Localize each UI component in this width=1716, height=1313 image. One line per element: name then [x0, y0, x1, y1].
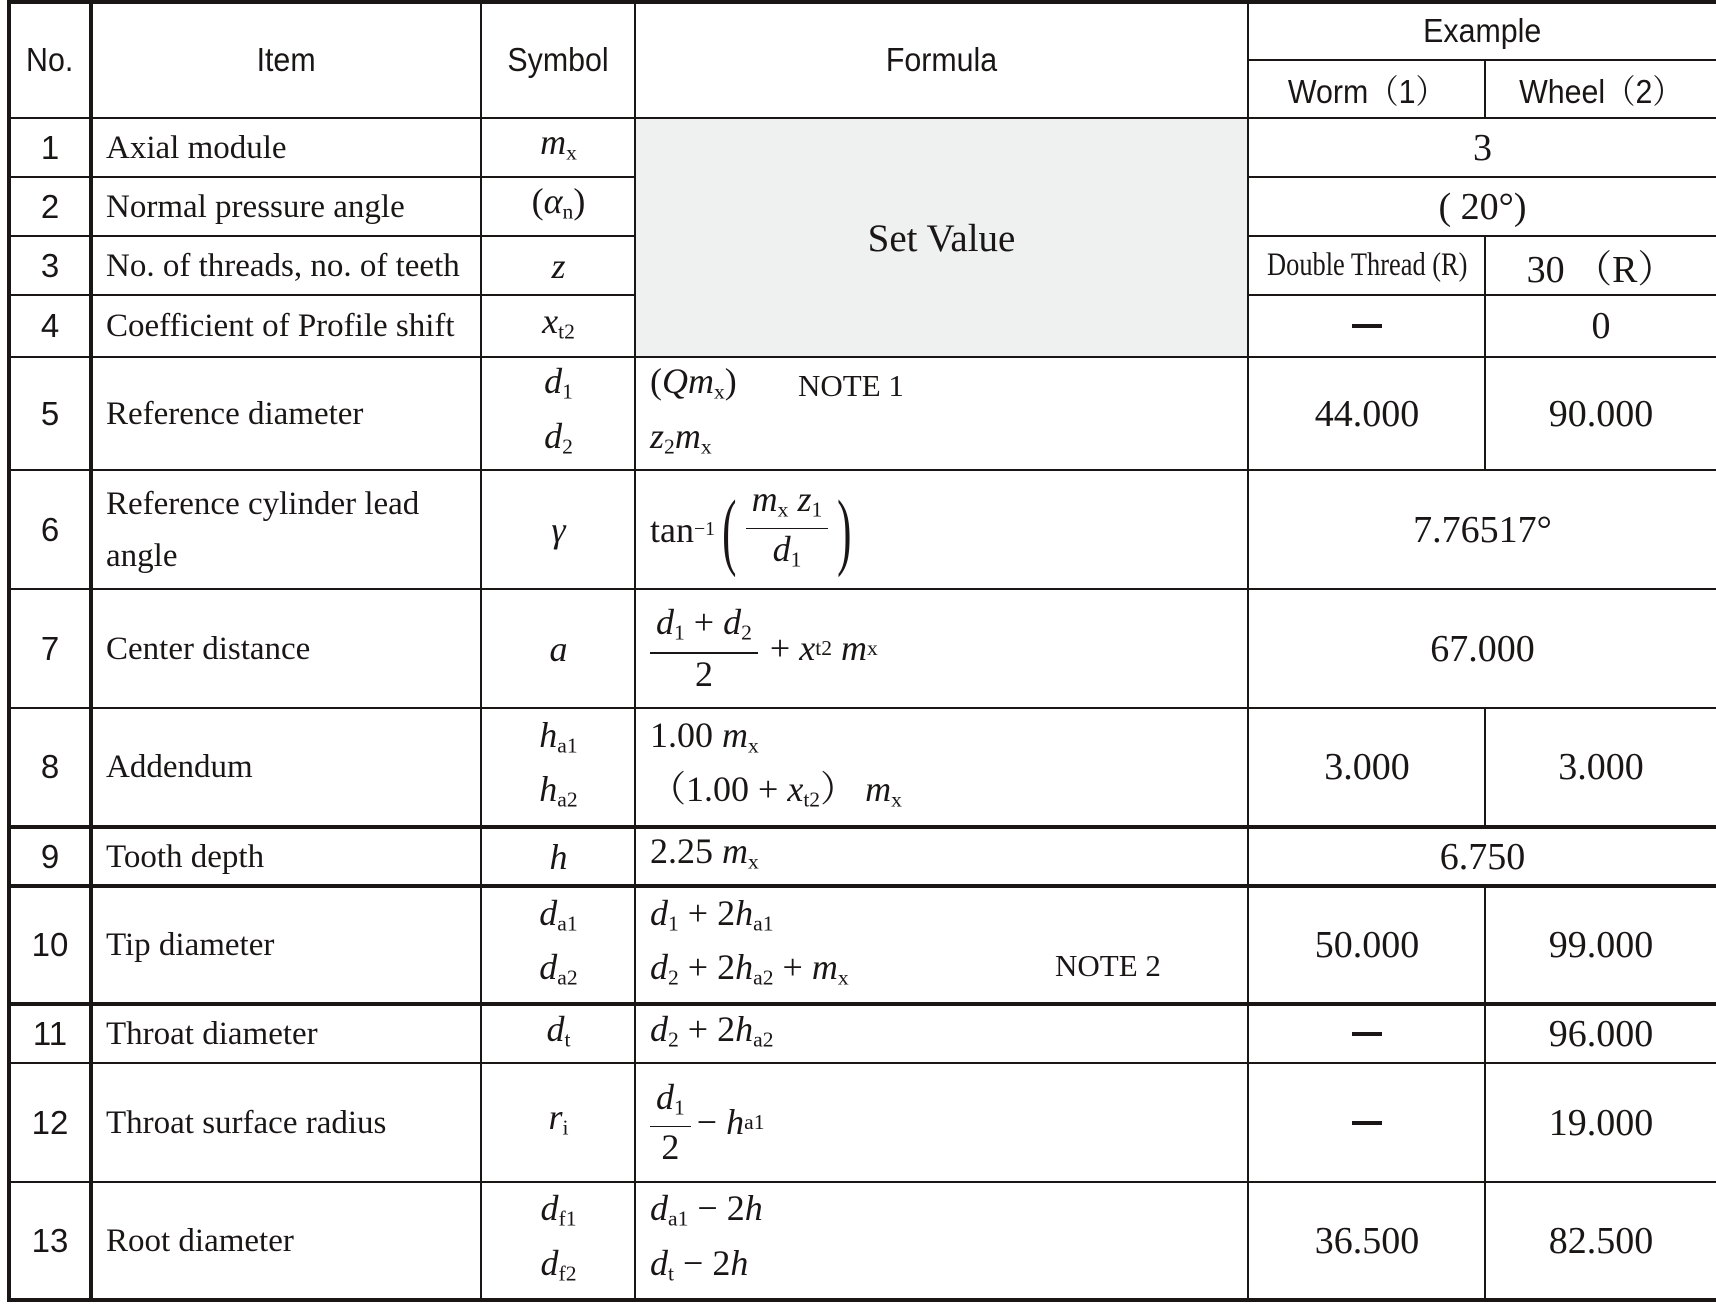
worm-cell: [1249, 357, 1485, 470]
header-wheel-label: Wheel（2）: [1518, 72, 1683, 110]
wheel-value: 99.000: [1548, 924, 1654, 966]
item-cell: [92, 1005, 480, 1063]
item-cell: [92, 887, 480, 1003]
symbol-cell: [482, 1063, 635, 1182]
item-label: No. of threads, no. of teeth: [106, 247, 460, 284]
worm-cell: [1249, 236, 1485, 295]
symbol: $h_{a2}$: [539, 769, 578, 812]
formula-cell: [650, 887, 1247, 1003]
set-value-cell: [636, 119, 1247, 357]
header-item: [91, 2, 481, 118]
row-no-label: 12: [31, 1103, 69, 1141]
row-no-label: 5: [40, 394, 60, 432]
row-no-label: 9: [40, 837, 60, 875]
row-no: [9, 1005, 91, 1063]
formula: tan −1 ( $\frac{m_x z_1}{d_1}$ ): [650, 478, 852, 578]
worm-cell: [1249, 1005, 1485, 1063]
header-example: [1248, 2, 1716, 59]
row-no: [9, 828, 91, 885]
row-no-label: 3: [40, 246, 60, 284]
symbol: $x_{t2}$: [542, 300, 575, 344]
symbol-cell: [482, 1005, 635, 1063]
symbol: h: [549, 836, 568, 877]
example-value: 6.750: [1439, 835, 1526, 878]
item-label: Throat surface radius: [106, 1104, 387, 1141]
row-no-label: 11: [32, 1015, 68, 1052]
formula-line: $d_t - 2h$: [650, 1242, 749, 1285]
item-label: Reference diameter: [106, 395, 364, 432]
formula-line: $d_{a1} - 2h$: [650, 1188, 763, 1231]
row-no: [9, 470, 91, 589]
wheel-cell: [1486, 1005, 1716, 1063]
formula-cell: [650, 589, 1247, 708]
example-merged-cell: [1249, 589, 1716, 708]
symbol: $d_t$: [546, 1008, 571, 1052]
example-merged-cell: [1249, 118, 1716, 177]
worm-value: Double Thread (R): [1266, 247, 1468, 283]
header-no: [9, 2, 91, 118]
formula: $\frac{d_1 + d_2}{2}$ + x t2 m x: [650, 603, 878, 693]
symbol-cell: [482, 236, 635, 295]
wheel-value: 96.000: [1548, 1013, 1654, 1055]
example-value: 7.76517°: [1413, 508, 1552, 551]
row-no: [9, 1182, 91, 1299]
wheel-value: 90.000: [1548, 392, 1654, 435]
symbol-cell: [482, 589, 635, 708]
item-cell: [92, 236, 480, 295]
wheel-value: 82.500: [1548, 1219, 1654, 1262]
wheel-value: 0: [1591, 305, 1611, 347]
header-symbol: [481, 2, 635, 118]
worm-value: 36.500: [1314, 1219, 1420, 1262]
row-no: [9, 177, 91, 236]
formula-line: 2.25 $m_x$: [650, 831, 759, 874]
header-symbol-label: Symbol: [507, 41, 609, 78]
item-label-line: Reference cylinder lead: [106, 485, 420, 522]
worm-cell: [1249, 1182, 1485, 1299]
item-label: Axial module: [106, 129, 287, 166]
symbol: $r_i$: [548, 1097, 569, 1140]
item-cell: [92, 357, 480, 470]
formula-line: $d_2 + 2h_{a2} + m_x$: [650, 947, 849, 990]
example-merged-cell: [1249, 177, 1716, 236]
symbol: $h_{a1}$: [539, 714, 578, 757]
wheel-cell: [1486, 1063, 1716, 1182]
formula-line: $z_2m_x$: [650, 415, 712, 458]
item-label-line: angle: [106, 537, 178, 574]
item-cell: [92, 1182, 480, 1299]
example-merged-cell: [1249, 828, 1716, 885]
symbol-cell: [482, 708, 635, 826]
symbol: $d_{a1}$: [539, 892, 578, 935]
symbol: $(\alpha_n)$: [531, 181, 586, 224]
formula-line: 1.00 $m_x$: [650, 714, 759, 757]
item-cell: [92, 708, 480, 826]
symbol: $d_{f1}$: [540, 1188, 577, 1231]
dash-icon: [1352, 324, 1382, 328]
formula-cell: [650, 1005, 1247, 1063]
item-label: Coefficient of Profile shift: [106, 308, 455, 344]
header-worm: [1248, 60, 1485, 118]
row-no-label: 6: [40, 510, 60, 548]
wheel-cell: [1486, 1182, 1716, 1299]
worm-value: 44.000: [1314, 392, 1420, 435]
worm-value: 3.000: [1324, 746, 1410, 788]
row-no-label: 2: [40, 187, 60, 225]
header-formula: [635, 2, 1248, 118]
formula-cell: [650, 1182, 1247, 1299]
symbol: γ: [551, 509, 566, 550]
formula-cell: [650, 1063, 1247, 1182]
symbol-cell: [482, 887, 635, 1003]
header-wheel: [1485, 60, 1716, 118]
example-value: 3: [1473, 126, 1492, 169]
wheel-value: 19.000: [1548, 1101, 1654, 1144]
wheel-value: 3.000: [1558, 746, 1644, 788]
wheel-cell: [1486, 357, 1716, 470]
example-merged-cell: [1249, 470, 1716, 589]
symbol-cell: [482, 828, 635, 885]
item-cell: [92, 1063, 480, 1182]
formula-cell: [650, 357, 1247, 470]
item-cell: [92, 470, 480, 589]
item-label: Center distance: [106, 630, 311, 667]
row-no: [9, 295, 91, 357]
wheel-cell: [1486, 708, 1716, 826]
symbol: z: [551, 245, 566, 286]
wheel-value: 30 （R）: [1526, 249, 1676, 291]
row-no-label: 4: [40, 307, 60, 344]
row-no: [9, 357, 91, 470]
wheel-cell: [1486, 295, 1716, 357]
item-cell: [92, 118, 480, 177]
formula-cell: [650, 708, 1247, 826]
worm-cell: [1249, 1063, 1485, 1182]
row-no: [9, 236, 91, 295]
item-cell: [92, 828, 480, 885]
item-label: Addendum: [106, 749, 253, 785]
formula-line: $d_1 + 2h_{a1}$: [650, 892, 774, 935]
row-no: [9, 1063, 91, 1182]
note-2: NOTE 2: [1055, 948, 1161, 983]
symbol-cell: [482, 177, 635, 236]
header-no-label: No.: [26, 41, 74, 78]
symbol-cell: [482, 1182, 635, 1299]
symbol-cell: [482, 118, 635, 177]
item-label: Normal pressure angle: [106, 188, 405, 225]
worm-cell: [1249, 887, 1485, 1003]
row-no-label: 1: [40, 128, 60, 166]
symbol: $d_{a2}$: [539, 947, 578, 990]
example-value: 67.000: [1430, 627, 1535, 670]
wheel-cell: [1486, 887, 1716, 1003]
row-no-label: 10: [31, 926, 69, 963]
worm-cell: [1249, 295, 1485, 357]
header-item-label: Item: [256, 41, 316, 78]
item-cell: [92, 177, 480, 236]
row-no: [9, 589, 91, 708]
symbol-cell: [482, 470, 635, 589]
item-cell: [92, 589, 480, 708]
note-1: NOTE 1: [798, 368, 904, 403]
formula-line: $(1.00 + x_{t2})$ $m_x$: [650, 769, 902, 812]
formula-cell: [650, 470, 1247, 589]
row-no-label: 7: [40, 629, 60, 667]
formula-cell: [650, 828, 1247, 885]
item-label: Tip diameter: [106, 927, 275, 963]
item-cell: [92, 295, 480, 357]
symbol: $d_1$: [544, 361, 573, 404]
wheel-cell: [1486, 236, 1716, 295]
formula-line: $d_2 + 2h_{a2}$: [650, 1008, 774, 1052]
set-value-label: Set Value: [867, 216, 1016, 260]
example-value: ( 20°): [1438, 185, 1527, 228]
row-no: [9, 887, 91, 1003]
symbol-cell: [482, 295, 635, 357]
item-label: Root diameter: [106, 1222, 294, 1259]
symbol: $d_{f2}$: [540, 1242, 577, 1285]
header-example-label: Example: [1422, 11, 1542, 49]
worm-cell: [1249, 708, 1485, 826]
row-no: [9, 118, 91, 177]
symbol: $m_x$: [540, 122, 577, 165]
dash-icon: [1352, 1032, 1382, 1036]
symbol-cell: [482, 357, 635, 470]
header-worm-label: Worm（1）: [1287, 72, 1446, 110]
symbol: a: [549, 628, 568, 669]
formula-line: $(Qm_x)$: [650, 361, 737, 404]
dash-icon: [1352, 1121, 1382, 1125]
formula: $\frac{d_1}{2}$ − h a1: [650, 1078, 765, 1167]
item-label: Tooth depth: [106, 838, 265, 875]
header-formula-label: Formula: [885, 41, 998, 78]
row-no: [9, 708, 91, 826]
row-no-label: 8: [40, 748, 60, 785]
worm-value: 50.000: [1314, 924, 1420, 966]
symbol: $d_2$: [544, 415, 573, 458]
row-no-label: 13: [31, 1221, 69, 1259]
item-label: Throat diameter: [106, 1016, 318, 1052]
